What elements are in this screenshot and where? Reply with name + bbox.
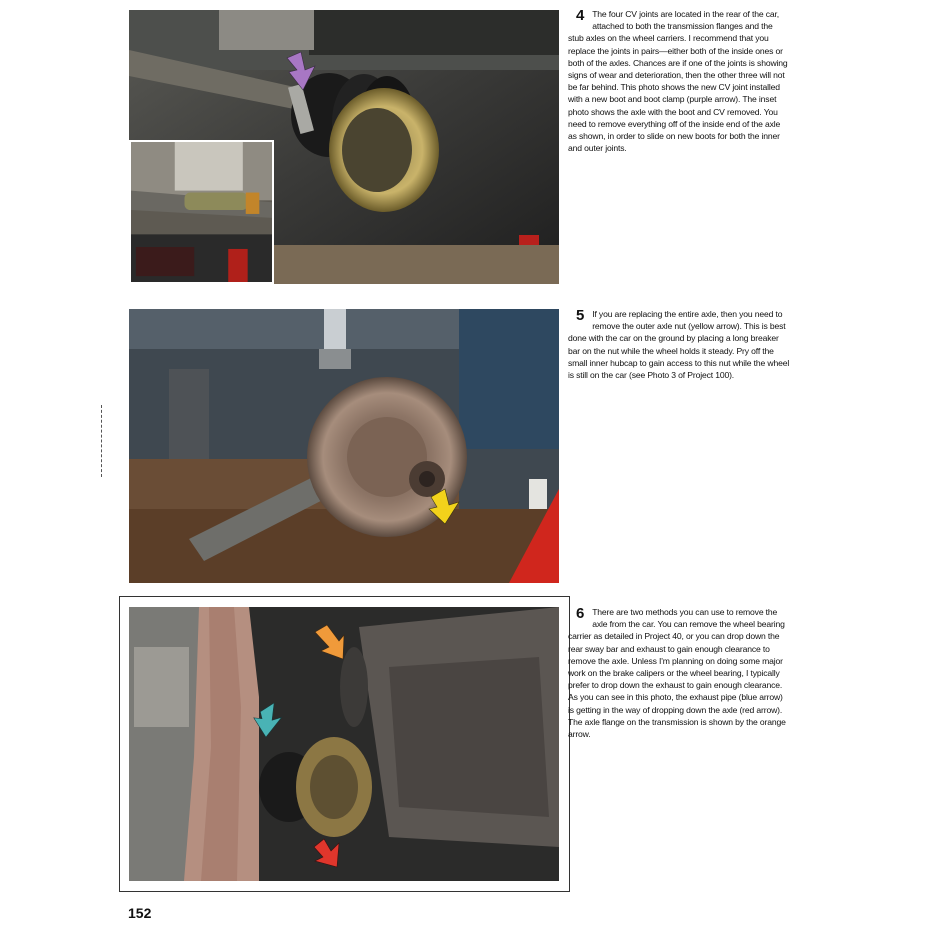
step-number: 4 bbox=[576, 7, 585, 24]
step-paragraph: The four CV joints are located in the rear of the car, attached to both the transmission flanges and the stub axles on the wheel carriers. I recommend that you replace the joints in pairs—either both of the inside ones or both of the axles. Chances are if one of the joints is showing signs of wear and deterioration, then the other three will not be far behind. This photo shows the new CV joint installed with a new boot and boot clamp (purple arrow). The inset photo shows the axle with the boot and CV removed. You need to remove everything off of the inside end of the axle as shown, in order to slide on new boots for both the inner and outer joints. bbox=[568, 9, 788, 154]
photo-brake-rotor bbox=[129, 309, 559, 583]
step-4-text-block bbox=[568, 8, 790, 154]
step-paragraph: If you are replacing the entire axle, then you need to remove the outer axle nut (yellow arrow). This is best done with the car on the ground by placing a long breaker bar on the nut while the wheel holds it steady. Pry off the small inner hubcap to gain access to this nut while the wheel is still on the car (see Photo 3 of Project 100). bbox=[568, 309, 790, 381]
page-number: 152 bbox=[128, 905, 152, 921]
photo-cv-joint-inset bbox=[129, 140, 274, 284]
step-number: 6 bbox=[576, 605, 585, 622]
photo-brake-rotor-image bbox=[129, 309, 559, 583]
step-number: 5 bbox=[576, 307, 585, 324]
step-6-text-block bbox=[568, 606, 790, 740]
photo-exhaust-axle-image bbox=[129, 607, 559, 881]
crop-mark bbox=[101, 405, 102, 477]
photo-exhaust-axle bbox=[129, 607, 559, 881]
step-5-text-block bbox=[568, 308, 790, 381]
step-paragraph: There are two methods you can use to remove the axle from the car. You can remove the wheel bearing carrier as detailed in Project 40, or you can drop down the rear sway bar and exhaust to gain enough clearance to remove the axle. Unless I'm planning on doing some major work on the brake calipers or the wheel bearing, I typically prefer to drop down the exhaust to gain enough clearance. As you can see in this photo, the exhaust pipe (blue arrow) is getting in the way of dropping down the axle (red arrow). The axle flange on the transmission is shown by the orange arrow. bbox=[568, 607, 786, 740]
photo-cv-joint-inset-image bbox=[131, 142, 272, 282]
